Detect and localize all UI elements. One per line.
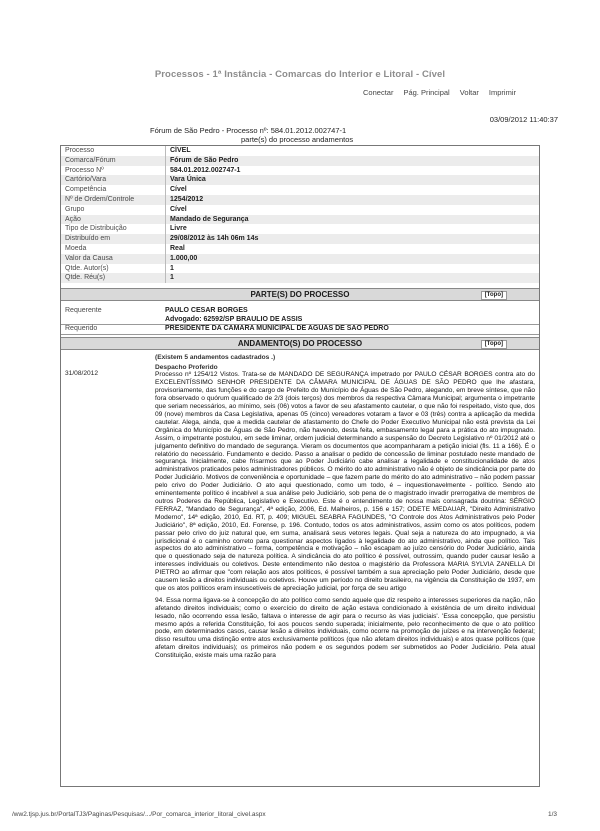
info-value: 584.01.2012.002747-1: [170, 166, 241, 174]
info-row: [61, 205, 539, 215]
info-value: 1: [170, 264, 174, 272]
info-row: [61, 254, 539, 264]
party-row-requerente: [61, 307, 539, 316]
movements-section-title: ANDAMENTO(S) DO PROCESSO: [237, 338, 363, 348]
info-value: 1: [170, 274, 174, 282]
movement-entry: [61, 354, 539, 664]
requerido-name: PRESIDENTE DA CAMARA MUNICIPAL DE AGUAS DE SAO PEDRO: [165, 325, 389, 333]
movements-count: (Existem 5 andamentos cadastrados .): [155, 353, 276, 361]
party-row-requerido: [61, 325, 539, 335]
nav-link-voltar[interactable]: Voltar: [459, 88, 479, 97]
info-label: Comarca/Fórum: [61, 156, 166, 166]
info-label: Grupo: [61, 205, 166, 215]
info-label: Valor da Causa: [61, 254, 166, 264]
info-label: Tipo de Distribuição: [61, 224, 166, 234]
info-label: Ação: [61, 215, 166, 225]
topo-link-parties[interactable]: [Topo]: [481, 291, 507, 300]
info-row: [61, 215, 539, 225]
info-label: Processo: [61, 146, 166, 156]
info-row: [61, 264, 539, 274]
movement-date: [61, 354, 155, 664]
info-row: [61, 156, 539, 166]
footer-page-number: 1/3: [548, 811, 558, 818]
footer-url: /ww2.tjsp.jus.br/PortalTJ3/Paginas/Pesquisas/.../Por_comarca_interior_litoral_civel.aspx: [12, 811, 266, 818]
info-value: Cível: [170, 186, 187, 194]
info-row: [61, 273, 539, 283]
requerente-name: PAULO CESAR BORGES: [165, 307, 248, 315]
info-row: [61, 234, 539, 244]
case-subtitle-links[interactable]: parte(s) do processo andamentos: [241, 135, 354, 144]
info-row: [61, 195, 539, 205]
nav-link-conectar[interactable]: Conectar: [363, 88, 394, 97]
info-label: Cartório/Vara: [61, 175, 166, 185]
info-row: [61, 224, 539, 234]
parties-section-title: PARTE(S) DO PROCESSO: [250, 290, 350, 300]
info-value: Vara Única: [170, 176, 206, 184]
party-row-advogado: [61, 316, 539, 326]
info-value: Fórum de São Pedro: [170, 156, 239, 164]
info-value: Mandado de Segurança: [170, 215, 249, 223]
nav-link-pagina-principal[interactable]: Pág. Principal: [403, 88, 450, 97]
top-nav: [363, 88, 516, 97]
info-label: Distribuído em: [61, 234, 166, 244]
info-value: 1254/2012: [170, 195, 204, 203]
page-title: Processos - 1ª Instância - Comarcas do Interior e Litoral - Cível: [154, 69, 446, 80]
info-label: Nº de Ordem/Controle: [61, 195, 166, 205]
info-label: Processo Nº: [61, 166, 166, 176]
info-label: Moeda: [61, 244, 166, 254]
movement-text: Processo nº 1254/12 Vistos. Trata-se de MANDADO DE SEGURANÇA impetrado por PAULO CÉSAR BORGES contra ato do EXCELENTÍSSIMO SENHOR PRESIDENTE DA CÂMARA MUNICIPAL DE ÁGUAS DE SÃO PEDRO que lhe afastara, provisoriamente, das funções e do cargo de Prefeito do Município de Águas de São Pedro, alegando, em breve síntese, que não fora observado o quórum qualificado de 2/3 (dois terços) dos membros da respectiva Câmara Municipal; argumenta o impetrante que seriam necessários, ao mínimo, seis (06) votos a favor de seu afastamento cautelar, o que não foi respeitado, visto que, dos 09 (nove) membros da Casa Legislativa, apenas 05 (cinco) vereadores votaram a favor e 03 (três) contra a aplicação da medida cautelar. Alega, ainda, que a medida cautelar de afastamento do Chefe do Poder Executivo Municipal não está prevista da Lei Orgânica do Município de Águas de São Pedro, não havendo, desta feita, embasamento legal para a prática do ato impugnado. Assim, o impetrante postulou, em sede liminar, ordem judicial determinando a suspensão do Decreto Legislativo nº 01/2012 até o julgamento definitivo do mandado de segurança. Vieram os documentos que acompanharam a petição inicial (fls. 11 a 166). É o relatório do necessário. Fundamento e decido. Passo a analisar o pedido de concessão de liminar postulado neste mandado de segurança. Inicialmente, cabe frisarmos que ao Poder Judiciário cabe analisar a legalidade e constitucionalidade de atos administrativos praticados pelos administradores públicos. O mérito do ato administrativo não é objeto de sindicância por parte do Poder Judiciário. Motivos de conveniência e oportunidade – que fazem parte do mérito do ato administrativo – não podem passar pelo crivo do Poder Judiciário. O ato aqui questionado, como um todo, é – inquestionavelmente - político. Sendo ato eminentemente político é incabível a sua análise pelo Judiciário, sob pena de o magistrado invadir prerrogativa de membros de outros Poderes da República, Legislativo e Executivo. Este é o entendimento de nossa mais consagrada doutrina: SÉRGIO FERRAZ, "Mandado de Segurança", 4ª edição, 2006, Ed. Malheiros, p. 156 e 157; ODETE MEDAUAR, "Direito Administrativo Moderno", 14ª edição, 2010, Ed. RT, p. 409; MIGUEL SEABRA FAGUNDES, "O Controle dos Atos Administrativos pelo Poder Judiciário", 8ª edição, 2010, Ed. Forense, p. 196. Contudo, todos os atos administrativos, assim como os atos políticos, podem passar pelo crivo do juiz natural que, em suma, analisará seus vetores legais. Qual seja a natureza do ato impugnado, a via jurisdicional é o caminho correto para questionar aspectos ligados à legalidade do ato administrativo, ainda que político. Tais aspectos do ato administrativo – forma, competência e motivação – não escapam ao juízo censório do Poder Judiciário, ainda que o questionado seja de natureza política. A sindicância do ato político é possível, outrossim, quando puder causar lesão a interesses individuais ou coletivos. Deste entendimento não destoa o magistério da Professora MARIA SYLVIA ZANELLA DI PIETRO ao afirmar que "com relação aos atos políticos, é possível também a sua apreciação pelo Poder Judiciário, desde que causem lesão a direitos individuais ou coletivos. Houve um período no direito brasileiro, na vigência da Constituição de 1937, em que os atos políticos eram insuscetíveis de apreciação judicial, por força de seu artigo: [155, 371, 535, 592]
parties-section-header: [61, 288, 539, 301]
info-row: [61, 175, 539, 185]
info-value: Cível: [170, 205, 187, 213]
info-row: [61, 166, 539, 176]
process-details-panel: [60, 145, 540, 787]
nav-link-imprimir[interactable]: Imprimir: [488, 88, 516, 97]
info-value: 29/08/2012 às 14h 06m 14s: [170, 235, 259, 243]
case-title: Fórum de São Pedro - Processo nº: 584.01.2012.002747-1: [150, 126, 347, 135]
movements-section-header: [61, 337, 539, 350]
timestamp: 03/09/2012 11:40:37: [489, 115, 558, 124]
movement-text-continued: 94. Essa norma ligava-se à concepção do ato político como sendo aquele que diz respeito a interesses superiores da nação, não afetando direitos individuais; como o exercício do direito de ação estava condicionado à existência de um direito individual lesado, não ocorrendo essa lesão, faltava o interesse de agir para o recurso às vias judiciais'. 'Essa concepção, que persistiu mesmo após a referida Constituição, foi aos poucos sendo superada; inicialmente, pelo reconhecimento de que o ato político pode, em determinados casos, causar lesão a direitos individuais, como ocorre na promoção de juízes e na intervenção federal; disso resultou uma distinção entre atos exclusivamente políticos (que não afetam direitos individuais) e atos quase políticos (que afetam direitos individuais); os primeiros não podem e os segundos podem ser submetidos ao Poder Judiciário. Pela atual Constituição, existe mais uma razão para: [155, 596, 535, 660]
info-value: 1.000,00: [170, 254, 198, 262]
movement-body: [155, 354, 535, 664]
topo-link-movements[interactable]: [Topo]: [481, 340, 507, 349]
info-value: Real: [170, 244, 185, 252]
info-label: Competência: [61, 185, 166, 195]
info-row: [61, 146, 539, 156]
party-label: Requerido: [65, 325, 98, 333]
info-label: Qtde. Réu(s): [61, 273, 166, 283]
movement-date-text: 31/08/2012: [65, 369, 99, 377]
info-row: [61, 185, 539, 195]
party-label: Requerente: [65, 307, 102, 315]
info-value: Livre: [170, 225, 187, 233]
info-label: Qtde. Autor(s): [61, 264, 166, 274]
party-label-empty: [61, 316, 165, 325]
process-info-table: [61, 146, 539, 283]
info-value: CÍVEL: [170, 147, 191, 154]
info-row: [61, 244, 539, 254]
advogado: Advogado: 62592/SP BRAULIO DE ASSIS: [165, 315, 303, 323]
movement-title: Despacho Proferido: [155, 363, 218, 371]
